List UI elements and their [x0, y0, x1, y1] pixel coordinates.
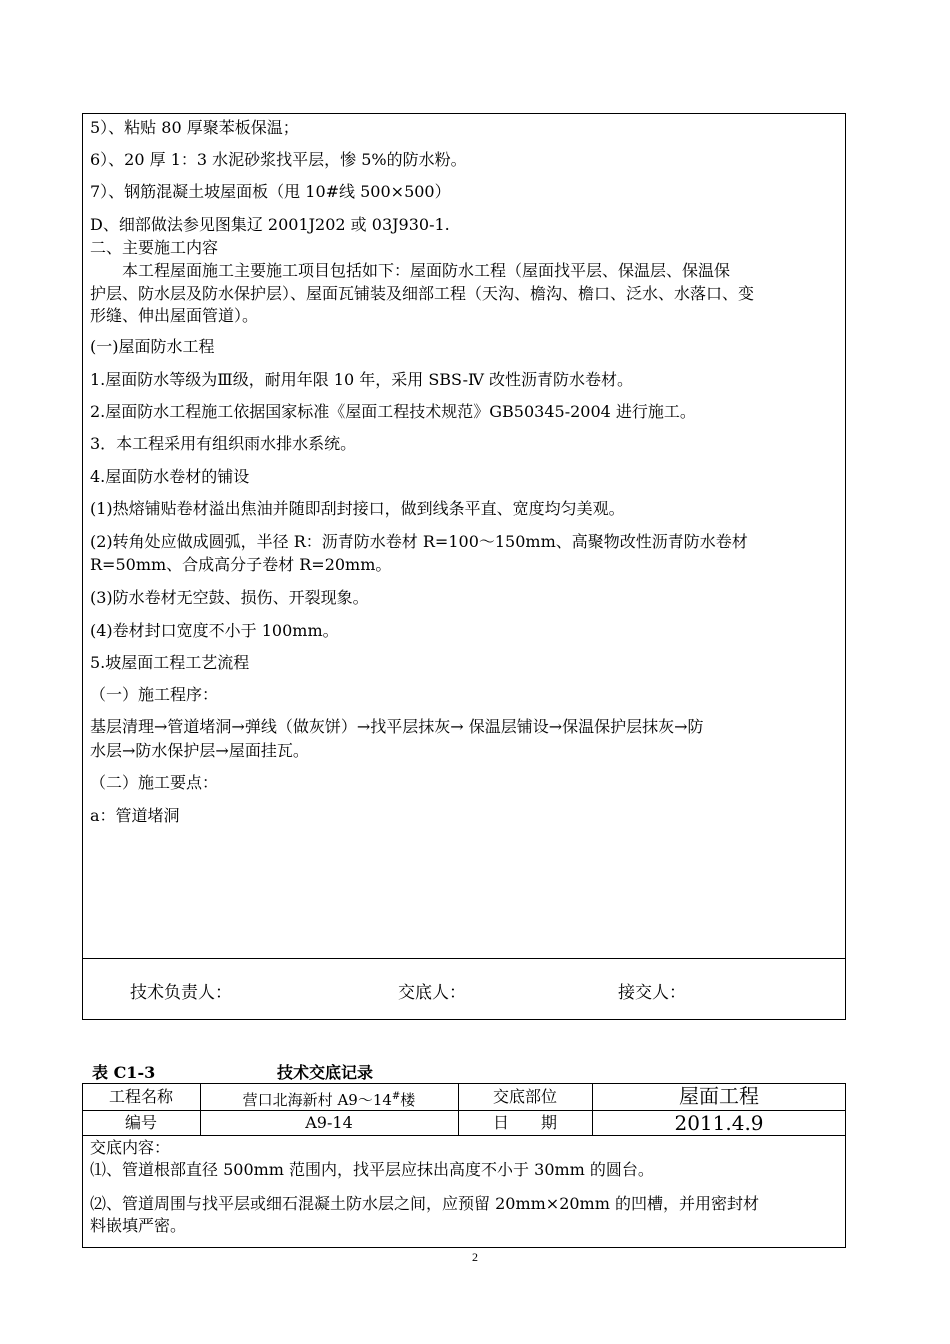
content-line: 3．本工程采用有组织雨水排水系统。: [90, 434, 357, 453]
content-line: （二）施工要点：: [90, 773, 219, 792]
section-heading: 二、主要施工内容: [90, 238, 219, 257]
content-line: (3)防水卷材无空鼓、损伤、开裂现象。: [90, 588, 369, 607]
date-value: 2011.4.9: [674, 1111, 764, 1135]
content-line: 2.屋面防水工程施工依据国家标准《屋面工程技术规范》GB50345-2004 进行施工。: [90, 402, 696, 421]
subsection-heading: (一)屋面防水工程: [90, 337, 215, 356]
content-line: 7）、钢筋混凝土坡屋面板（甩 10#线 500×500）: [90, 182, 451, 201]
content-line: ⑴、管道根部直径 500mm 范围内，找平层应抹出高度不小于 30mm 的圆台。: [90, 1160, 654, 1179]
content-line: 5）、粘贴 80 厚聚苯板保温；: [90, 118, 299, 137]
location-value: 屋面工程: [679, 1084, 759, 1108]
project-name-suffix: #: [391, 1091, 401, 1102]
content-line: D、细部做法参见图集辽 2001J202 或 03J930-1.: [90, 215, 450, 234]
content-line: 基层清理→管道堵洞→弹线（做灰饼）→找平层抹灰→ 保温层铺设→保温保护层抹灰→防: [90, 717, 704, 736]
presenter-signature-label: 交底人：: [398, 983, 466, 1003]
content-label: 交底内容：: [90, 1138, 171, 1157]
date-label: 日 期: [492, 1113, 557, 1132]
tech-lead-signature-label: 技术负责人：: [130, 983, 232, 1003]
signature-divider: [82, 958, 846, 959]
content-line: a：管道堵洞: [90, 806, 180, 825]
content-line: 护层、防水层及防水保护层）、屋面瓦铺装及细部工程（天沟、檐沟、檐口、泛水、水落口、变: [90, 284, 755, 303]
content-line: 5.坡屋面工程工艺流程: [90, 653, 250, 672]
content-line: 料嵌填严密。: [90, 1216, 187, 1235]
form-number: 表 C1-3: [92, 1063, 156, 1082]
content-line: （一）施工程序：: [90, 685, 219, 704]
content-line: 6）、20 厚 1：3 水泥砂浆找平层，惨 5%的防水粉。: [90, 150, 467, 169]
content-line: 本工程屋面施工主要施工项目包括如下：屋面防水工程（屋面找平层、保温层、保温保: [122, 261, 731, 280]
project-name-label: 工程名称: [108, 1087, 173, 1106]
number-value: A9-14: [305, 1113, 353, 1132]
content-line: (2)转角处应做成圆弧，半径 R：沥青防水卷材 R=100～150mm、高聚物改性沥青防水卷材: [90, 532, 748, 551]
project-name-text: 营口北海新村 A9～14: [242, 1091, 392, 1109]
content-line: (1)热熔铺贴卷材溢出焦油并随即刮封接口，做到线条平直、宽度均匀美观。: [90, 499, 625, 518]
project-name-end: 楼: [400, 1091, 416, 1109]
content-line: ⑵、管道周围与找平层或细石混凝土防水层之间，应预留 20mm×20mm 的凹槽，并用密封材: [90, 1194, 759, 1213]
receiver-signature-label: 接交人：: [618, 983, 686, 1003]
table-row-divider: [82, 1135, 846, 1136]
form-title: 技术交底记录: [277, 1063, 374, 1082]
page-number: 2: [472, 1250, 478, 1264]
project-name-value: [200, 1087, 458, 1110]
content-line: 形缝、伸出屋面管道）。: [90, 306, 259, 325]
content-line: R=50mm、合成高分子卷材 R=20mm。: [90, 555, 392, 574]
content-line: 1.屋面防水等级为Ⅲ级，耐用年限 10 年，采用 SBS-Ⅳ 改性沥青防水卷材。: [90, 370, 634, 389]
content-line: 4.屋面防水卷材的铺设: [90, 467, 250, 486]
location-label: 交底部位: [492, 1087, 557, 1106]
content-line: 水层→防水保护层→屋面挂瓦。: [90, 741, 309, 760]
number-label: 编号: [124, 1113, 157, 1132]
content-line: (4)卷材封口宽度不小于 100mm。: [90, 621, 339, 640]
